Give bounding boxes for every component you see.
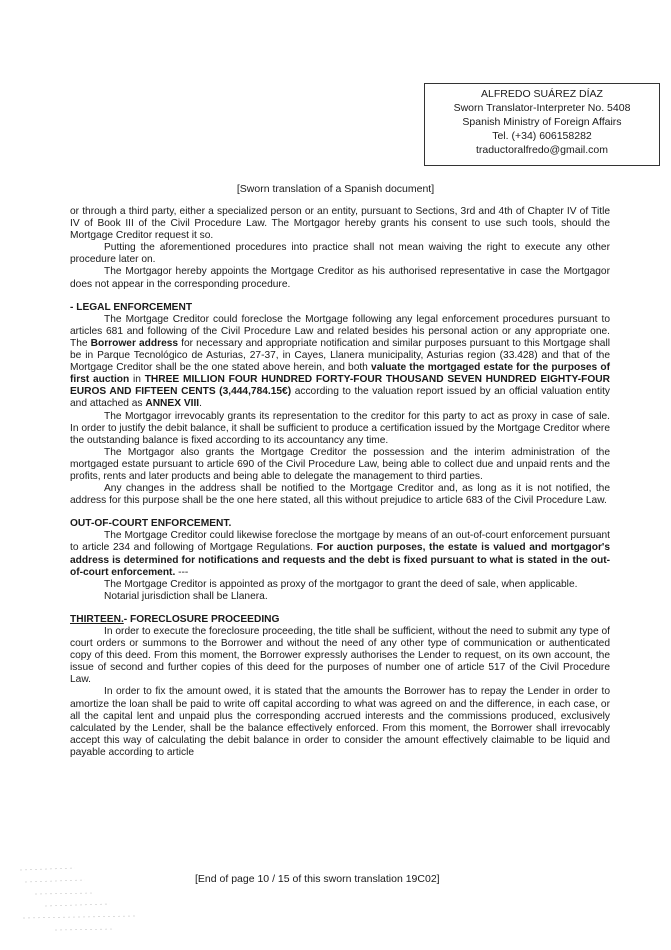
paragraph: The Mortgage Creditor is appointed as proxy of the mortgagor to grant the deed of sale, when applicable. <box>104 578 578 590</box>
header-note: [Sworn translation of a Spanish document] <box>236 183 435 195</box>
paragraph: The Mortgage Creditor could likewise foreclose the mortgage by means of an out-of-court enforcement pursuant to article 234 and following of Mortgage Regulations. For auction purposes, the estate is valued and mortgagor's address is determined for notifications and requests and the debt is fixed pursuant to what is stated in the out-of-court enforcement. --- <box>70 530 610 578</box>
paragraph: Any changes in the address shall be notified to the Mortgage Creditor and, as long as it is not notified, the address for this purpose shall be the one here stated, all this without prejudice to article 683 of the Civil Procedure Law. <box>70 483 610 507</box>
translator-phone: Tel. (+34) 606158282 <box>492 130 592 142</box>
paragraph: The Mortgagor also grants the Mortgage Creditor the possession and the interim administration of the mortgaged estate pursuant to article 690 of the Civil Procedure Law, being able to collect due and unpaid rents and the profits, rents and later products and being able to delegate the management to third parties. <box>70 446 610 482</box>
faint-seal-mark <box>15 858 155 940</box>
translator-email: traductoralfredo@gmail.com <box>475 144 609 156</box>
translator-stamp-box <box>424 83 660 166</box>
paragraph: or through a third party, either a specialized person or an entity, pursuant to Sections, 3rd and 4th of Chapter IV of Title IV of Book III of the Civil Procedure Law. The Mortgagor hereby grants his consent to use such tools, should the Mortgage Creditor request it so. <box>70 206 610 242</box>
section-heading-out-of-court: OUT-OF-COURT ENFORCEMENT. <box>70 518 232 530</box>
document-body <box>70 206 610 759</box>
paragraph: In order to fix the amount owed, it is stated that the amounts the Borrower has to repay the Lender in order to amortize the loan shall be paid to write off capital according to what was agreed on and the difference, in each case, or all the capital lent and unpaid plus the corresponding accrued interests and the commissions produced, exclusively calculated by the Lender, shall be the balance effectively enforced. From this moment, the Borrower shall irrevocably accept this way of calculating the debit balance in order to consider the amount effectively claimable to be liquid and payable according to article <box>70 686 610 758</box>
translator-name: ALFREDO SUÁREZ DÍAZ <box>481 88 603 100</box>
footer-note: [End of page 10 / 15 of this sworn translation 19C02] <box>195 873 440 885</box>
paragraph: The Mortgagor irrevocably grants its representation to the creditor for this party to act as proxy in case of sale. In order to justify the debit balance, it shall be sufficient to produce a certification issued by the Mortgage Creditor where the outstanding balance is fixed according to its accountancy any time. <box>70 410 610 446</box>
paragraph: The Mortgagor hereby appoints the Mortgage Creditor as his authorised representative in case the Mortgagor does not appear in the corresponding procedure. <box>70 266 610 290</box>
section-heading-legal-enforcement: - LEGAL ENFORCEMENT <box>70 301 193 313</box>
paragraph: Putting the aforementioned procedures into practice shall not mean waiving the right to execute any other procedure later on. <box>70 242 610 266</box>
section-heading-thirteen: THIRTEEN.- FORECLOSURE PROCEEDING <box>70 613 280 625</box>
paragraph: The Mortgage Creditor could foreclose the Mortgage following any legal enforcement procedures pursuant to articles 681 and following of the Civil Procedure Law and related besides his personal action or any appropriate one. The Borrower address for necessary and appropriate notification and similar purposes pursuant to this Mortgage shall be in Parque Tecnológico de Asturias, 27-37, in Cayes, Llanera municipality, Asturias region (33.428) and that of the Mortgage Creditor shall be the one stated above herein, and both valuate the mortgaged estate for the purposes of first auction in THREE MILLION FOUR HUNDRED FORTY-FOUR THOUSAND SEVEN HUNDRED EIGHTY-FOUR EUROS AND FIFTEEN CENTS (3,444,784.15€) according to the valuation report issued by an official valuation entity and attached as ANNEX VIII. <box>70 313 611 410</box>
translator-ministry: Spanish Ministry of Foreign Affairs <box>462 116 622 128</box>
translator-title: Sworn Translator-Interpreter No. 5408 <box>453 102 631 114</box>
paragraph: In order to execute the foreclosure proceeding, the title shall be sufficient, without the need to submit any type of court orders or summons to the Borrower and without the need of any other type of communication or authenticated copy of this deed. From this moment, the Borrower expressly authorises the Lender to request, on its own account, the issue of second and further copies of this deed for the purposes of number one of article 517 of the Civil Procedure Law. <box>70 626 610 686</box>
paragraph: Notarial jurisdiction shall be Llanera. <box>104 590 268 602</box>
